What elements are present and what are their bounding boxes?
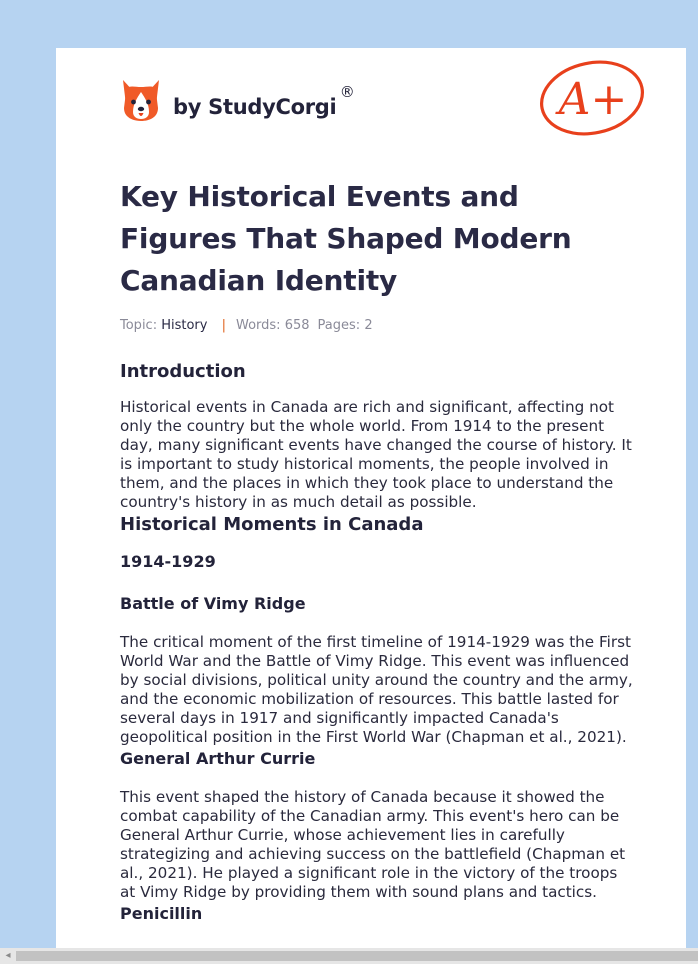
historical-moments-heading: Historical Moments in Canada <box>120 514 424 535</box>
introduction-heading: Introduction <box>120 361 246 382</box>
document-title: Key Historical Events and Figures That Shaped Modern Canadian Identity <box>120 180 572 297</box>
scrollbar-thumb[interactable] <box>16 951 698 961</box>
registered-mark: ® <box>339 83 355 101</box>
horizontal-scrollbar[interactable] <box>0 948 698 964</box>
vimy-ridge-paragraph: The critical moment of the first timeline of 1914-1929 was the First World War and the Battle of Vimy Ridge. This event was influenced by social divisions, political unity around the country and the army, and the economic mobilization of resources. This battle lasted for several days in 1917 and significantly impacted Canada's geopolitical position in the First World War (Chapman et al., 2021). <box>120 633 633 746</box>
document-page <box>56 48 686 964</box>
grade-badge-text: A+ <box>558 74 628 125</box>
document-meta <box>120 317 636 335</box>
period-heading: 1914-1929 <box>120 552 216 571</box>
topic-label: Topic: <box>120 318 158 333</box>
brand-header[interactable] <box>120 76 355 124</box>
vimy-ridge-heading: Battle of Vimy Ridge <box>120 594 306 613</box>
document-content <box>120 176 636 925</box>
words-count: 658 <box>284 318 310 333</box>
penicillin-heading: Penicillin <box>120 904 203 923</box>
corgi-logo-icon <box>120 78 162 122</box>
arthur-currie-heading: General Arthur Currie <box>120 749 316 768</box>
brand-name: by StudyCorgi ® <box>173 83 355 119</box>
arthur-currie-paragraph: This event shaped the history of Canada because it showed the combat capability of the Canadian army. This event's hero can be General Arthur Currie, whose achievement lies in carefully strategizing and achieving success on the battlefield (Chapman et al., 2021). He played a significant role in the victory of the troops at Vimy Ridge by providing them with sound plans and tactics. <box>120 788 626 901</box>
pages-label: Pages: <box>317 318 361 333</box>
pages-count: 2 <box>364 318 373 333</box>
meta-separator: | <box>221 318 226 333</box>
words-label: Words: <box>236 318 281 333</box>
grade-badge-icon <box>538 58 648 140</box>
topic-link[interactable]: History <box>161 318 208 333</box>
introduction-paragraph: Historical events in Canada are rich and significant, affecting not only the country but the whole world. From 1914 to the present day, many significant events have changed the course of history. It is important to study historical moments, the people involved in them, and the places in which they took place to understand the country's history in as much detail as possible. <box>120 398 632 511</box>
scroll-left-arrow-icon[interactable]: ◂ <box>5 950 11 961</box>
